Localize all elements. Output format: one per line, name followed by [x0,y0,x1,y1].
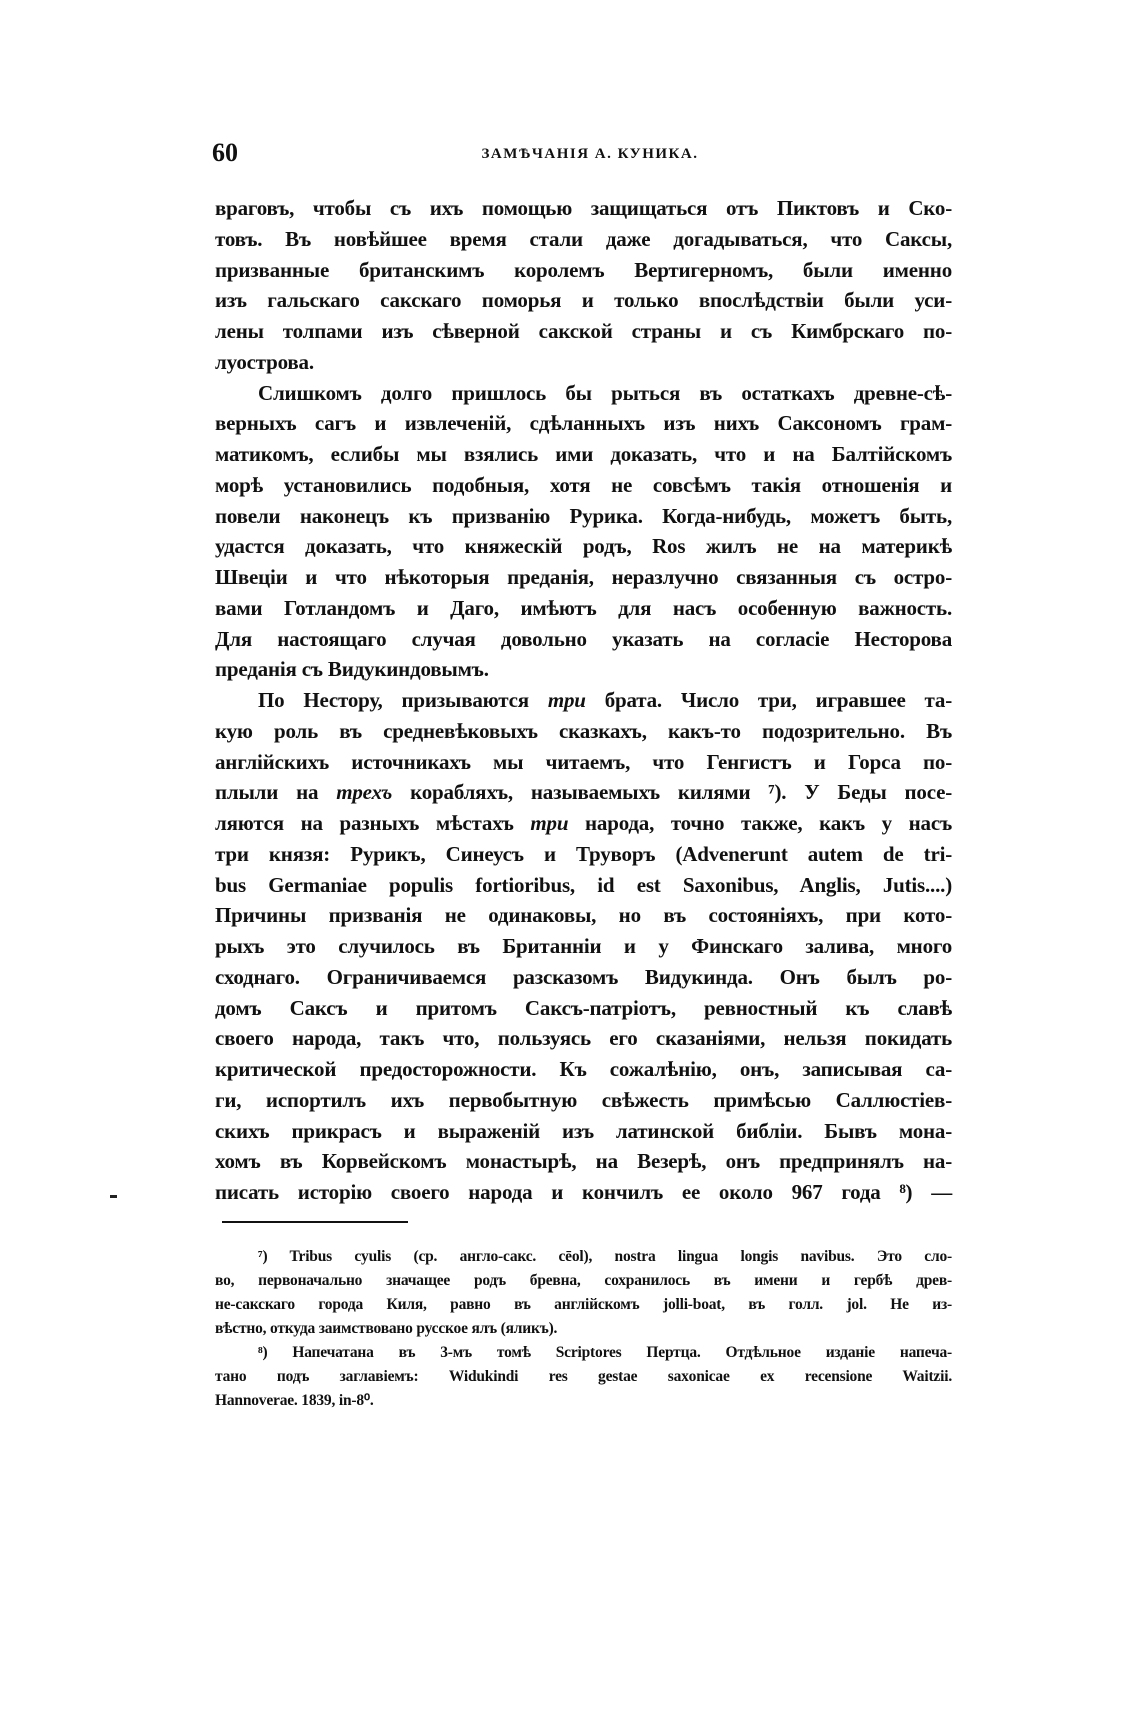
italic-word: три [530,811,569,835]
text-line: ⁸) Напечатана въ 3-мъ томѣ Scriptores Пертца. Отдѣльное изданіе напеча- [258,1344,952,1361]
italic-word: три [547,688,586,712]
paragraph [215,193,952,378]
text-line: скихъ прикрасъ и выраженій изъ латинской библіи. Бывъ мона- [215,1118,952,1143]
text-segment: плыли на [215,780,337,805]
text-segment: народа, точно также, какъ у насъ [568,811,952,835]
text-line: враговъ, чтобы съ ихъ помощью защищаться отъ Пиктовъ и Ско- [215,196,952,220]
text-line: повели наконецъ къ призванію Рурика. Когда-нибудь, можетъ быть, [215,503,952,528]
text-line: тано подъ заглавіемъ: Widukindi res gestae saxonicae ex recensione Waitzii. [215,1368,952,1385]
text-line: хомъ въ Корвейскомъ монастырѣ, на Везерѣ, онъ предпринялъ на- [215,1149,952,1174]
text-line: Швеціи и что нѣкоторыя преданія, неразлучно связанныя съ остро- [215,565,952,589]
text-line: не-сакскаго города Киля, равно въ англійскомъ jolli-boat, въ голл. jol. Не из- [215,1296,952,1313]
text-line: ги, испортилъ ихъ первобытную свѣжесть примѣсью Саллюстіев- [215,1087,952,1112]
text-line: Слишкомъ долго пришлось бы рыться въ остаткахъ древне-сѣ- [258,380,952,405]
page-number: 60 [212,138,238,167]
text-line: Для настоящаго случая довольно указать на согласіе Несторова [215,626,952,651]
text-line: три князя: Рурикъ, Синеусъ и Труворъ (Advenerunt autem de tri- [215,841,952,866]
text-line: матикомъ, еслибы мы взялись ими доказать, что и на Балтійскомъ [215,442,952,466]
text-segment: брата. Число три, игравшее та- [585,688,952,712]
scan-artifact-mark [110,1195,117,1198]
footnote [215,1341,952,1413]
text-segment: ляются на разныхъ мѣстахъ [215,811,531,835]
text-line: домъ Саксъ и притомъ Саксъ-патріотъ, ревностный къ славѣ [215,995,952,1020]
text-line: луострова. [215,349,314,374]
body-text [215,193,952,1208]
text-line: лены толпами изъ сѣверной сакской страны и съ Кимбрскаго по- [215,319,952,343]
text-line: сходнаго. Ограничиваемся разсказомъ Видукинда. Онъ былъ ро- [215,964,952,989]
text-line: кую роль въ средневѣковыхъ сказкахъ, какъ-то подозрительно. Въ [215,718,952,743]
text-line: призванные британскимъ королемъ Вертигерномъ, были именно [215,257,952,282]
text-line: преданія съ Видукиндовымъ. [215,657,489,682]
text-line [215,777,952,808]
text-line: вѣстно, откуда заимствовано русское ялъ (яликъ). [215,1320,558,1337]
text-segment: По Нестору, призываются [258,688,548,712]
text-line: рыхъ это случилось въ Британніи и у Финскаго залива, много [215,934,952,958]
text-line: верныхъ сагъ и извлеченій, сдѣланныхъ изъ нихъ Саксономъ грам- [215,411,952,436]
footnote-divider [222,1221,408,1223]
text-line: изъ гальскаго сакскаго поморья и только впослѣдствіи были уси- [215,288,952,313]
text-line: писать исторію своего народа и кончилъ ее около 967 года ⁸) — [215,1180,952,1204]
text-line: своего народа, такъ что, пользуясь его сказаніями, нельзя покидать [215,1026,952,1051]
text-line: критической предосторожности. Къ сожалѣнію, онъ, записывая са- [215,1057,952,1081]
text-segment: корабляхъ, называемыхъ килями ⁷). У Беды посе- [392,780,952,805]
text-line: товъ. Въ новѣйшее время стали даже догадываться, что Саксы, [215,226,952,251]
paragraph [215,685,952,1208]
italic-word: трехъ [336,780,393,805]
text-line: во, первоначально значащее родъ бревна, сохранилось въ имени и гербѣ древ- [215,1272,952,1289]
text-line: морѣ установились подобныя, хотя не совсѣмъ такія отношенія и [215,472,952,497]
footnotes [215,1245,952,1413]
running-head: ЗАМѢЧАНІЯ А. КУНИКА. [481,146,699,162]
footnote [215,1245,952,1341]
text-line [215,685,952,716]
text-line: вами Готландомъ и Даго, имѣютъ для насъ особенную важность. [215,595,952,620]
text-line: англійскихъ источникахъ мы читаемъ, что Генгистъ и Горса по- [215,749,952,774]
text-line [215,808,952,839]
text-line: удастся доказать, что княжескій родъ, Ros жилъ не на материкѣ [215,534,952,559]
text-line: Hannoverae. 1839, in-8⁰. [215,1392,374,1409]
text-line: Причины призванія не одинаковы, но въ состояніяхъ, при кото- [215,903,952,928]
text-line: bus Germaniae populis fortioribus, id est Saxonibus, Anglis, Jutis....) [215,872,952,897]
text-line: ⁷) Tribus cyulis (ср. англо-сакс. cēol), nostra lingua longis navibus. Это сло- [258,1248,952,1265]
paragraph [215,378,952,686]
